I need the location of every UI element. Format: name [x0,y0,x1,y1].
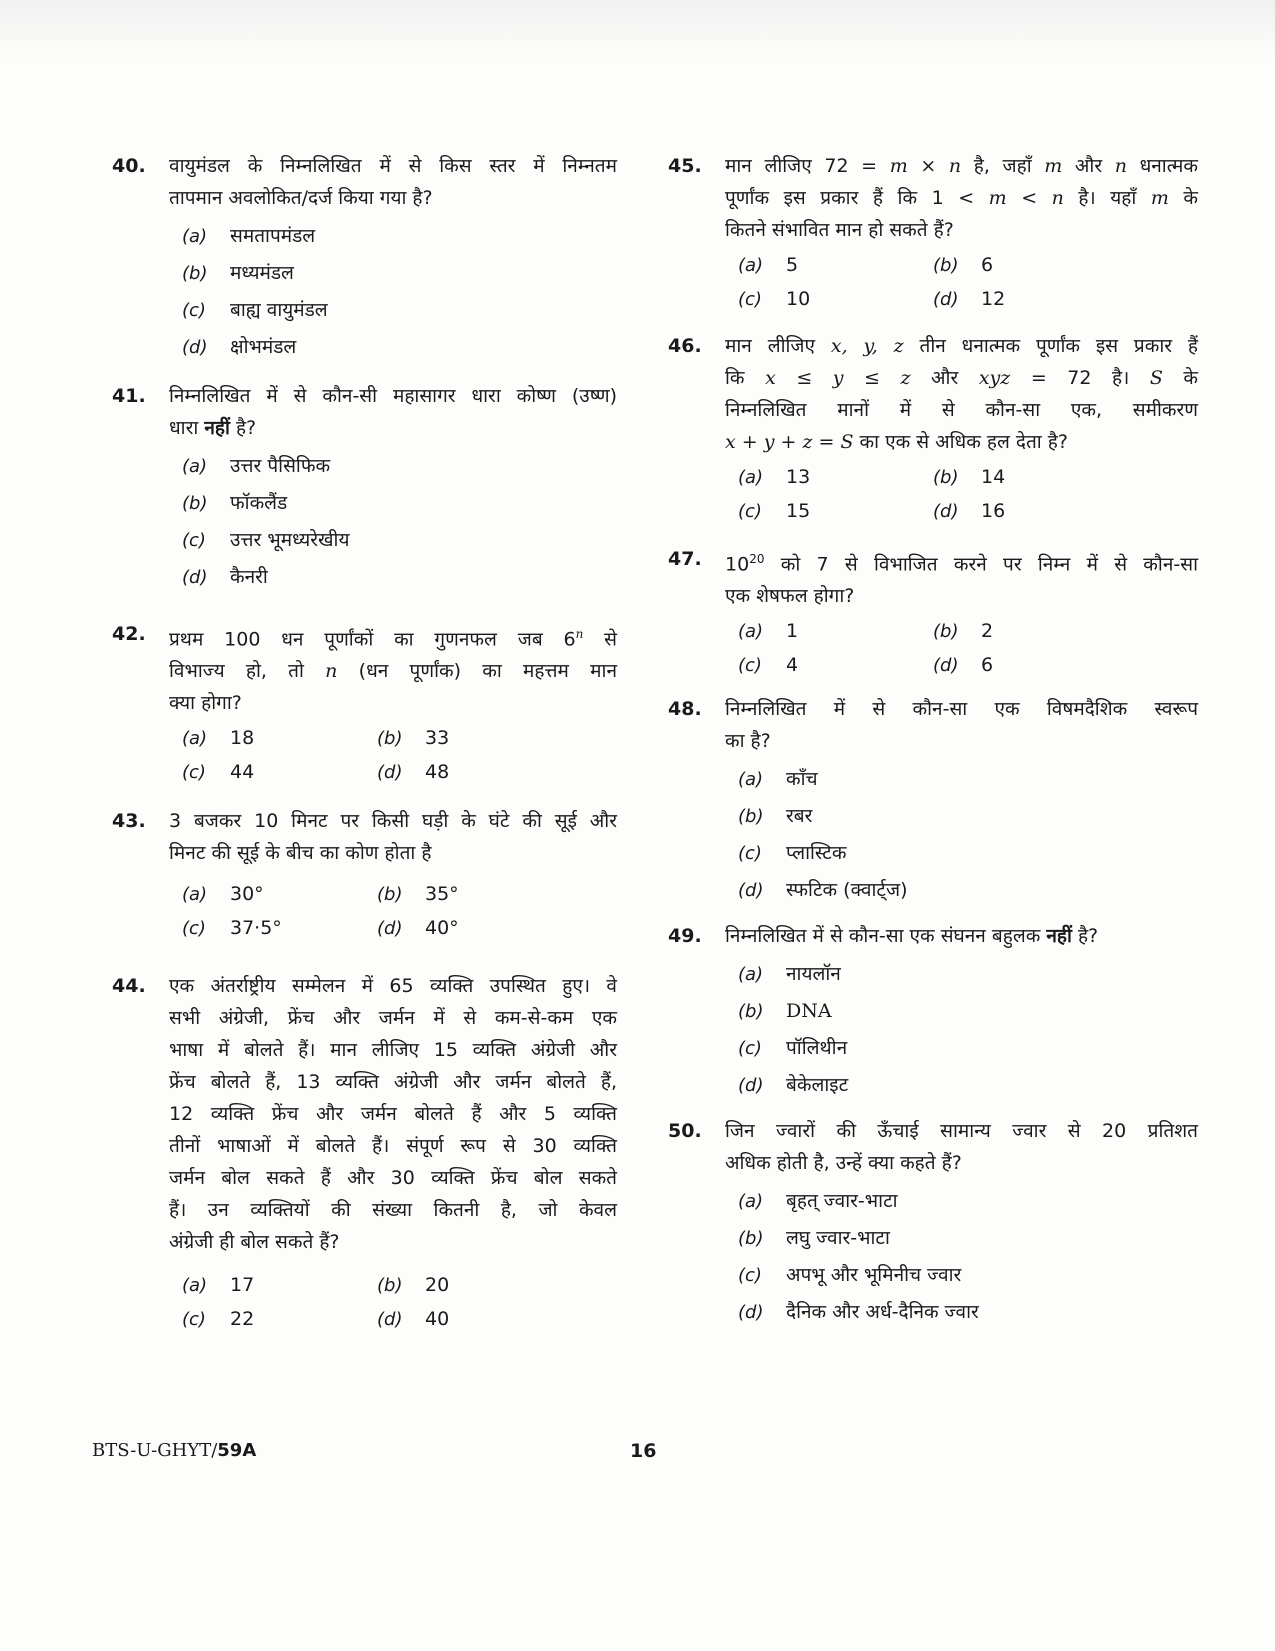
option-c[interactable]: (c) 44 [182,761,255,784]
option-b[interactable]: (b) 2 [933,620,994,643]
question-number: 47. [668,548,702,570]
question-41 [112,380,617,596]
question-42 [112,618,617,789]
question-text: निम्नलिखित में से कौन-सा एक संघनन बहुलक नहीं है? [725,925,1099,947]
question-text: जिन ज्वारों की ऊँचाई सामान्य ज्वार से 20 प्रतिशत अधिक होती है, उन्हें क्या कहते हैं? [725,1120,1198,1174]
question-text: निम्नलिखित में से कौन-सा एक विषमदैशिक स्वरूप का है? [725,698,1198,752]
question-number: 42. [112,623,146,645]
scan-artifact [0,0,1275,60]
options [182,1268,617,1336]
question-50 [668,1115,1198,1331]
question-number: 48. [668,698,702,720]
option-a[interactable]: (a) बृहत् ज्वार-भाटा [738,1190,898,1212]
option-d[interactable]: (d) स्फटिक (क्वार्ट्ज) [738,879,908,901]
question-number: 44. [112,975,146,997]
emphasis-not: नहीं [1046,925,1072,947]
option-d[interactable]: (d) 6 [933,654,994,677]
option-d[interactable]: (d) बेकेलाइट [738,1074,849,1096]
option-a[interactable]: (a) उत्तर पैसिफिक [182,455,331,477]
option-c[interactable]: (c) 15 [738,500,811,522]
options [182,448,617,596]
options [738,248,1198,316]
question-text: मान लीजिए x, y, z तीन धनात्मक पूर्णांक इस प्रकार हैं कि x ≤ y ≤ z और xyz = 72 है। S के निम्नलिखित मानों में से कौन-सा एक, समीकरण x + y + z = S का एक से अधिक हल देता है? [725,335,1198,453]
question-number: 40. [112,155,146,177]
option-a[interactable]: (a) 1 [738,620,799,643]
question-number: 45. [668,155,702,177]
question-43 [112,805,617,945]
option-d[interactable]: (d) 12 [933,288,1006,310]
option-b[interactable]: (b) लघु ज्वार-भाटा [738,1227,890,1249]
options [738,956,1198,1104]
option-b[interactable]: (b) 20 [377,1274,450,1296]
question-text: $10^{20}$ को 7 से विभाजित करने पर निम्न में से कौन-सा एक शेषफल होगा? [725,552,1198,608]
option-b[interactable]: (b) 33 [377,727,450,750]
question-48 [668,693,1198,909]
option-c[interactable]: (c) उत्तर भूमध्यरेखीय [182,529,350,551]
options [738,761,1198,909]
question-text: 3 बजकर 10 मिनट पर किसी घड़ी के घंटे की सूई और मिनट की सूई के बीच का कोण होता है [169,810,617,864]
question-45 [668,150,1198,316]
option-c[interactable]: (c) 37·5° [182,917,282,939]
emphasis-not: नहीं [204,417,230,439]
options [738,614,1198,682]
option-a[interactable]: (a) 5 [738,254,799,276]
option-c[interactable]: (c) अपभू और भूमिनीच ज्वार [738,1264,962,1286]
question-49 [668,920,1198,1104]
option-b[interactable]: (b) 14 [933,466,1006,488]
question-number: 46. [668,335,702,357]
option-a[interactable]: (a) 13 [738,466,811,488]
question-number: 41. [112,385,146,407]
option-b[interactable]: (b) 35° [377,883,459,905]
option-c[interactable]: (c) बाह्य वायुमंडल [182,299,328,321]
question-46 [668,330,1198,528]
option-a[interactable]: (a) 17 [182,1274,255,1296]
option-a[interactable]: (a) नायलॉन [738,963,841,985]
question-number: 50. [668,1120,702,1142]
option-a[interactable]: (a) समतापमंडल [182,225,316,247]
option-a[interactable]: (a) काँच [738,768,818,790]
option-d[interactable]: (d) 16 [933,500,1006,522]
option-d[interactable]: (d) 40° [377,917,459,939]
option-c[interactable]: (c) 4 [738,654,799,677]
question-text: निम्नलिखित में से कौन-सी महासागर धारा कोष्ण (उष्ण) धारा नहीं है? [169,385,617,439]
option-c[interactable]: (c) प्लास्टिक [738,842,847,864]
option-d[interactable]: (d) 48 [377,761,450,784]
option-c[interactable]: (c) 22 [182,1308,255,1330]
option-a[interactable]: (a) 30° [182,883,264,905]
question-text: वायुमंडल के निम्नलिखित में से किस स्तर में निम्नतम तापमान अवलोकित/दर्ज किया गया है? [169,155,617,209]
booklet-code: BTS-U-GHYT/59A [92,1440,257,1461]
options [182,721,617,789]
question-text: एक अंतर्राष्ट्रीय सम्मेलन में 65 व्यक्ति उपस्थित हुए। वे सभी अंग्रेजी, फ्रेंच और जर्मन में से कम-से-कम एक भाषा में बोलते हैं। मान लीजिए 15 व्यक्ति अंग्रेजी और फ्रेंच बोलते हैं, 13 व्यक्ति अंग्रेजी और जर्मन बोलते हैं, 12 व्यक्ति फ्रेंच और जर्मन बोलते हैं और 5 व्यक्ति तीनों भाषाओं में बोलते हैं। संपूर्ण रूप से 30 व्यक्ति जर्मन बोल सकते हैं और 30 व्यक्ति फ्रेंच बोल सकते हैं। उन व्यक्तियों की संख्या कितनी है, जो केवल अंग्रेजी ही बोल सकते हैं? [169,975,617,1253]
options [738,460,1198,528]
option-c[interactable]: (c) पॉलिथीन [738,1037,848,1059]
option-b[interactable]: (b) फॉकलैंड [182,492,288,514]
question-40 [112,150,617,366]
question-number: 49. [668,925,702,947]
question-44 [112,970,617,1336]
question-47 [668,543,1198,682]
option-d[interactable]: (d) दैनिक और अर्ध-दैनिक ज्वार [738,1301,979,1323]
option-b[interactable]: (b) DNA [738,1000,832,1022]
option-d[interactable]: (d) 40 [377,1308,450,1330]
options [738,1183,1198,1331]
question-text: प्रथम 100 धन पूर्णांकों का गुणनफल जब 6$^n$ से विभाज्य हो, तो n (धन पूर्णांक) का महत्तम मान क्या होगा? [169,627,617,715]
question-text: मान लीजिए 72 = m × n है, जहाँ m और n धनात्मक पूर्णांक इस प्रकार हैं कि 1 < m < n है। यहाँ m के कितने संभावित मान हो सकते हैं? [725,155,1199,241]
options [182,877,617,945]
option-a[interactable]: (a) 18 [182,727,255,750]
option-d[interactable]: (d) क्षोभमंडल [182,336,297,358]
options [182,218,617,366]
page-number: 16 [630,1440,657,1462]
option-b[interactable]: (b) रबर [738,805,813,827]
option-b[interactable]: (b) मध्यमंडल [182,262,294,284]
question-number: 43. [112,810,146,832]
option-b[interactable]: (b) 6 [933,254,994,276]
option-c[interactable]: (c) 10 [738,288,811,310]
option-d[interactable]: (d) कैनरी [182,566,268,588]
